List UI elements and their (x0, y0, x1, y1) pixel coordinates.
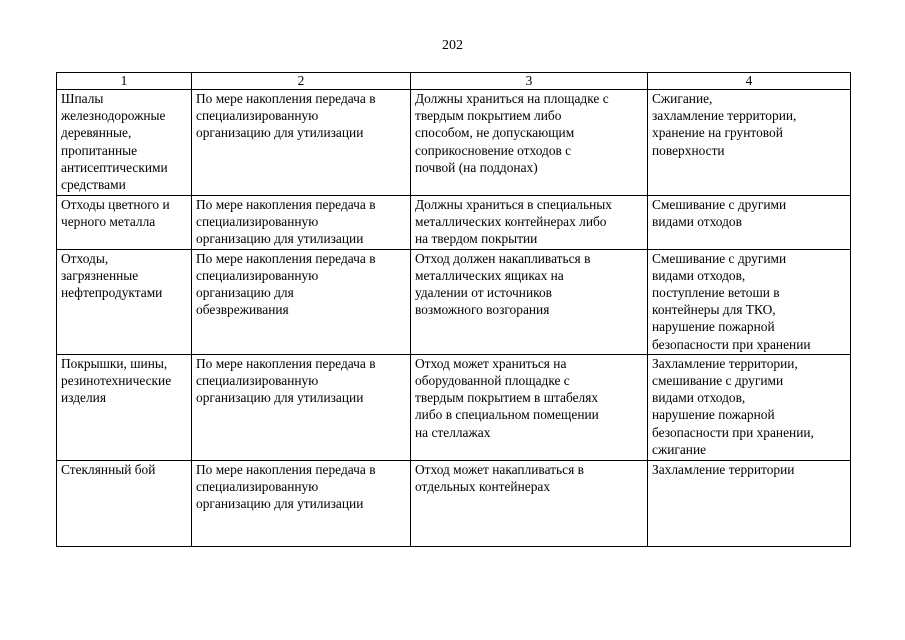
waste-type-cell: Покрышки, шины, резинотехнические изделия (57, 354, 192, 460)
waste-type-cell: Отходы цветного и черного металла (57, 196, 192, 250)
column-header-4: 4 (648, 73, 851, 90)
violations-cell: Сжигание, захламление территории, хранение на грунтовой поверхности (648, 90, 851, 196)
table-row (57, 460, 851, 546)
waste-handling-table (56, 72, 851, 547)
handling-method-cell: По мере накопления передача в специализированную организацию для обезвреживания (192, 249, 411, 354)
handling-method-cell: По мере накопления передача в специализированную организацию для утилизации (192, 354, 411, 460)
handling-method-cell: По мере накопления передача в специализированную организацию для утилизации (192, 90, 411, 196)
storage-requirements-cell: Отход может храниться на оборудованной площадке с твердым покрытием в штабелях либо в специальном помещении на стеллажах (411, 354, 648, 460)
storage-requirements-cell: Должны храниться в специальных металлических контейнерах либо на твердом покрытии (411, 196, 648, 250)
violations-cell: Захламление территории, смешивание с другими видами отходов, нарушение пожарной безопасности при хранении, сжигание (648, 354, 851, 460)
violations-cell: Захламление территории (648, 460, 851, 546)
table-row (57, 196, 851, 250)
waste-type-cell: Стеклянный бой (57, 460, 192, 546)
table-row (57, 354, 851, 460)
column-header-2: 2 (192, 73, 411, 90)
violations-cell: Смешивание с другими видами отходов, поступление ветоши в контейнеры для ТКО, нарушение пожарной безопасности при хранении (648, 249, 851, 354)
violations-cell: Смешивание с другими видами отходов (648, 196, 851, 250)
column-header-1: 1 (57, 73, 192, 90)
table-row (57, 90, 851, 196)
page-number: 202 (442, 38, 463, 53)
column-header-3: 3 (411, 73, 648, 90)
storage-requirements-cell: Отход должен накапливаться в металлических ящиках на удалении от источников возможного возгорания (411, 249, 648, 354)
table-row (57, 249, 851, 354)
storage-requirements-cell: Отход может накапливаться в отдельных контейнерах (411, 460, 648, 546)
waste-type-cell: Отходы, загрязненные нефтепродуктами (57, 249, 192, 354)
handling-method-cell: По мере накопления передача в специализированную организацию для утилизации (192, 196, 411, 250)
table-header-row (57, 73, 851, 90)
handling-method-cell: По мере накопления передача в специализированную организацию для утилизации (192, 460, 411, 546)
storage-requirements-cell: Должны храниться на площадке с твердым покрытием либо способом, не допускающим соприкосновение отходов с почвой (на поддонах) (411, 90, 648, 196)
waste-type-cell: Шпалы железнодорожные деревянные, пропитанные антисептическими средствами (57, 90, 192, 196)
